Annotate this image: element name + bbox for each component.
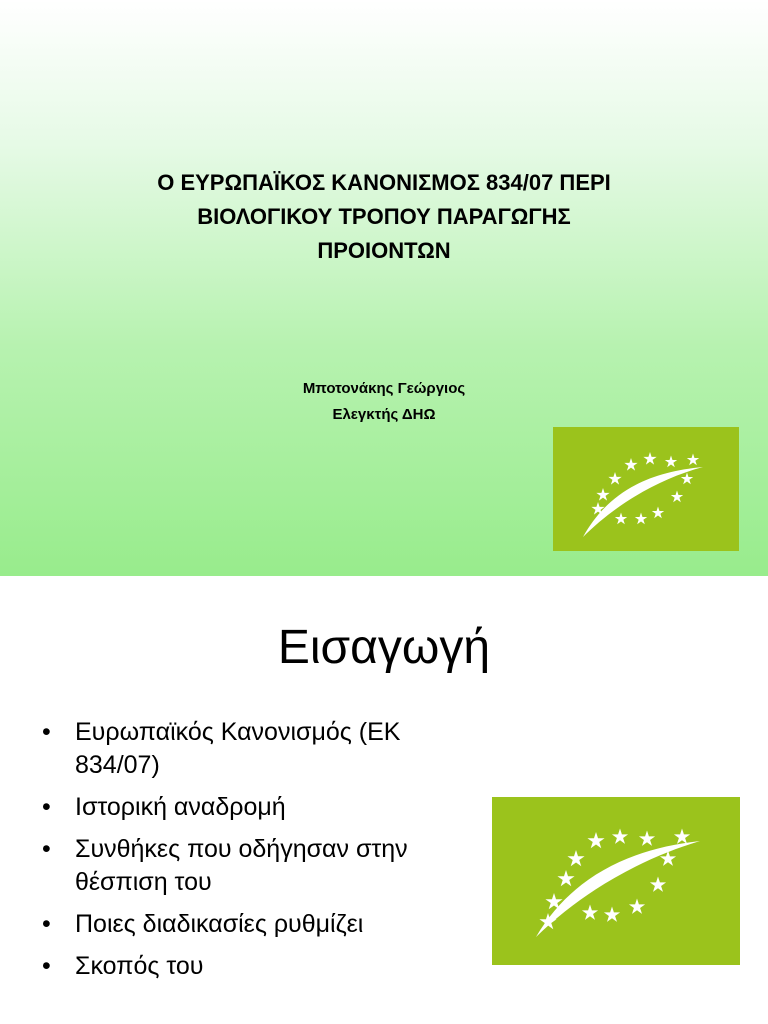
author-block xyxy=(160,376,608,428)
bullet-list xyxy=(42,716,482,992)
eu-organic-leaf-logo-icon xyxy=(553,427,739,551)
bullet-item xyxy=(42,950,482,983)
bullet-icon: • xyxy=(42,910,51,938)
bullet-text-line: 834/07) xyxy=(75,751,160,779)
bullet-item xyxy=(42,908,482,941)
bullet-icon: • xyxy=(42,793,51,821)
bullet-text-line: Ευρωπαϊκός Κανονισμός (ΕΚ xyxy=(75,718,401,746)
bullet-item xyxy=(42,791,482,824)
bullet-text-line: Συνθήκες που οδήγησαν στην xyxy=(75,835,408,863)
bullet-icon: • xyxy=(42,835,51,863)
bullet-item xyxy=(42,833,482,899)
bullet-text-line: Ποιες διαδικασίες ρυθμίζει xyxy=(75,910,364,938)
slide-title-line: ΠΡΟΙΟΝΤΩΝ xyxy=(317,238,451,263)
slide-title xyxy=(60,166,708,268)
bullet-icon: • xyxy=(42,952,51,980)
eu-organic-leaf-logo-icon xyxy=(492,797,740,965)
bullet-icon: • xyxy=(42,718,51,746)
bullet-text-line: θέσπιση του xyxy=(75,868,212,896)
bullet-item xyxy=(42,716,482,782)
author-name: Μποτονάκης Γεώργιος xyxy=(302,380,466,397)
slide-heading: Εισαγωγή xyxy=(277,621,491,674)
author-role: Ελεγκτής ΔΗΩ xyxy=(332,406,436,423)
slide-title-line: ΒΙΟΛΟΓΙΚΟΥ ΤΡΟΠΟΥ ΠΑΡΑΓΩΓΗΣ xyxy=(197,204,571,229)
bullet-text-line: Σκοπός του xyxy=(75,952,204,980)
bullet-text-line: Ιστορική αναδρομή xyxy=(75,793,286,821)
slide-title-line: Ο ΕΥΡΩΠΑΪΚΟΣ ΚΑΝΟΝΙΣΜΟΣ 834/07 ΠΕΡΙ xyxy=(157,170,611,195)
